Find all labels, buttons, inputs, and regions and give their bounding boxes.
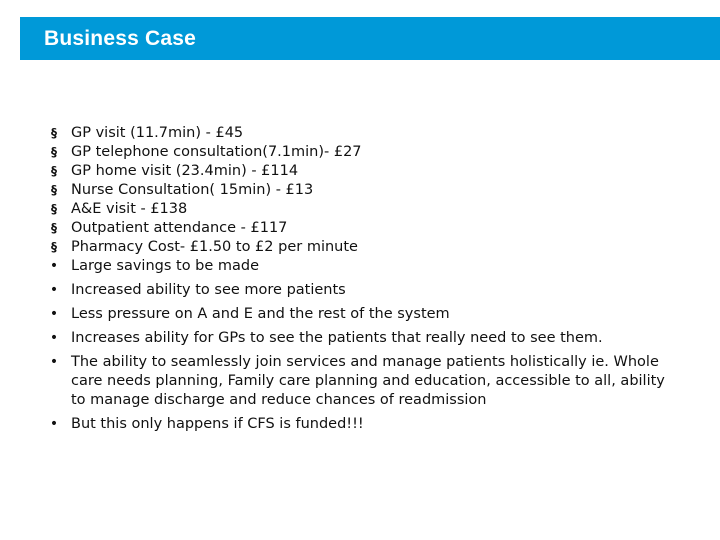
round-bullet-icon bbox=[45, 415, 63, 434]
list-item bbox=[0, 124, 720, 143]
square-bullet-icon bbox=[45, 200, 63, 220]
list-item bbox=[0, 281, 720, 300]
square-bullet-icon bbox=[45, 124, 63, 144]
list-item bbox=[0, 415, 720, 434]
square-bullet-icon bbox=[45, 143, 63, 163]
square-bullet-icon bbox=[45, 162, 63, 182]
bullet-list bbox=[0, 124, 720, 440]
list-item bbox=[0, 257, 720, 276]
list-item-text: A&E visit - £138 bbox=[71, 201, 188, 217]
round-bullet-icon bbox=[45, 329, 63, 348]
list-item-text: Less pressure on A and E and the rest of the system bbox=[71, 306, 450, 323]
square-bullet-icon bbox=[45, 219, 63, 239]
round-bullet-icon bbox=[45, 257, 63, 276]
list-item-text: Large savings to be made bbox=[71, 258, 260, 274]
list-item-text: The ability to seamlessly join services and manage patients holistically ie. Whole care needs planning, Family care planning and education, accessible to all, ability to manage discharge and reduce chances of readmission bbox=[71, 354, 665, 409]
list-item-text: GP telephone consultation(7.1min)- £27 bbox=[71, 144, 362, 160]
list-item bbox=[0, 143, 720, 162]
list-item bbox=[0, 162, 720, 181]
list-item-text: Nurse Consultation( 15min) - £13 bbox=[71, 182, 314, 198]
list-item-text: GP home visit (23.4min) - £114 bbox=[71, 163, 299, 179]
list-item-text: Outpatient attendance - £117 bbox=[71, 220, 288, 236]
list-item bbox=[0, 219, 720, 238]
list-item-text: Pharmacy Cost- £1.50 to £2 per minute bbox=[71, 239, 358, 255]
list-item bbox=[0, 305, 720, 324]
list-item bbox=[0, 329, 720, 348]
list-item bbox=[0, 238, 720, 257]
list-item-text: GP visit (11.7min) - £45 bbox=[71, 125, 244, 141]
round-bullet-icon bbox=[45, 281, 63, 300]
list-item bbox=[0, 181, 720, 200]
list-item-text: Increased ability to see more patients bbox=[71, 282, 346, 299]
list-item bbox=[0, 200, 720, 219]
round-bullet-icon bbox=[45, 305, 63, 324]
page-title: Business Case bbox=[44, 27, 197, 50]
round-bullet-icon bbox=[45, 353, 63, 372]
square-bullet-icon bbox=[45, 238, 63, 258]
list-item bbox=[0, 353, 720, 410]
square-bullet-icon bbox=[45, 181, 63, 201]
list-item-text: But this only happens if CFS is funded!!! bbox=[71, 416, 364, 433]
list-item-text: Increases ability for GPs to see the patients that really need to see them. bbox=[71, 330, 603, 347]
